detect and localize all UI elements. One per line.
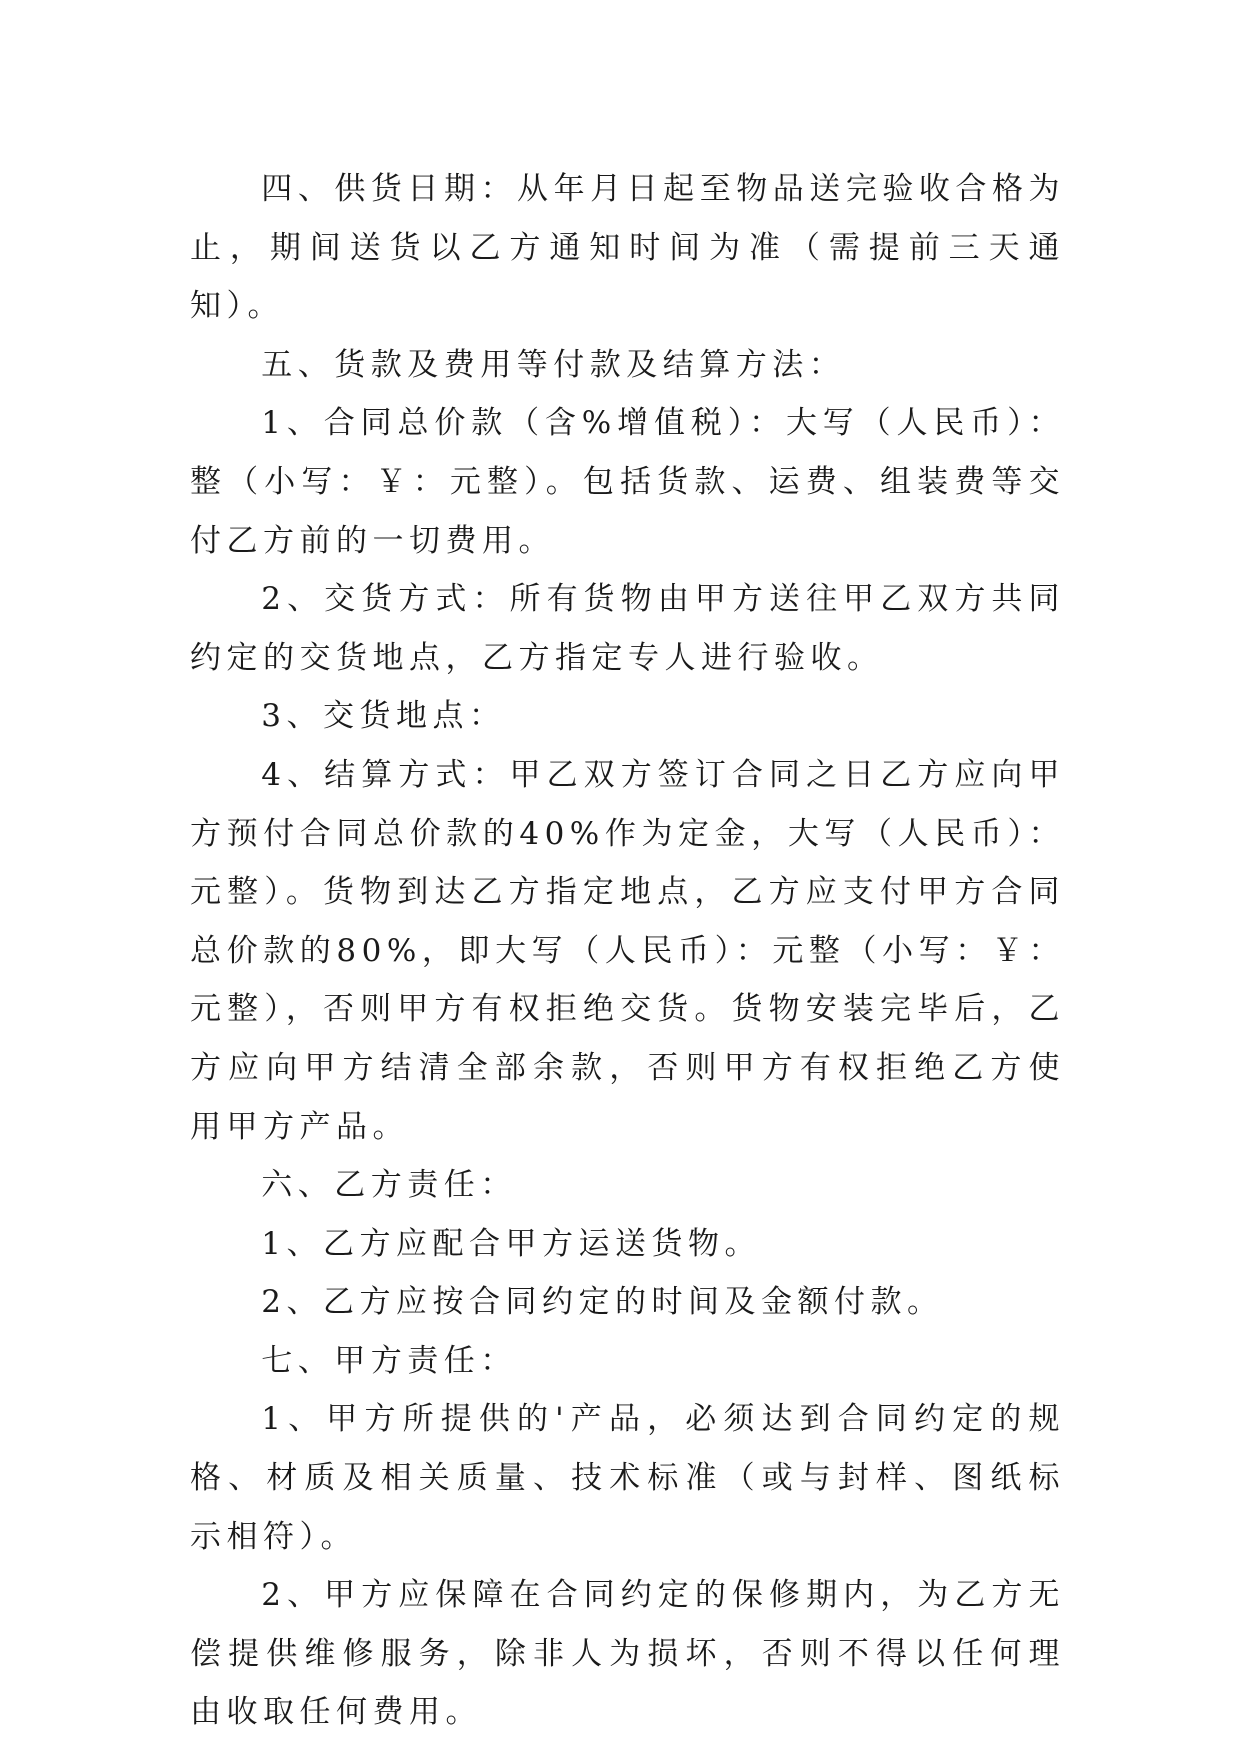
paragraph-party-b-item-1: 1、乙方应配合甲方运送货物。	[261, 1225, 762, 1262]
paragraph-supply-date: 四、供货日期：从年月日起至物品送完验收合格为止，期间送货以乙方通知时间为准（需提前三天通知）。	[190, 171, 1065, 325]
paragraph-party-b-item-2: 2、乙方应按合同约定的时间及金额付款。	[261, 1284, 944, 1321]
paragraph-party-a-item-2: 2、甲方应保障在合同约定的保修期内，为乙方无偿提供维修服务，除非人为损坏，否则不得以任何理由收取任何费用。	[190, 1577, 1065, 1731]
paragraph-delivery-method: 2、交货方式：所有货物由甲方送往甲乙双方共同约定的交货地点，乙方指定专人进行验收。	[190, 581, 1065, 676]
paragraph-total-price: 1、合同总价款（含%增值税）：大写（人民币）：整（小写：￥：元整）。包括货款、运费、组装费等交付乙方前的一切费用。	[190, 405, 1065, 559]
paragraph-party-a-heading: 七、甲方责任：	[261, 1342, 517, 1379]
paragraph-payment-heading: 五、货款及费用等付款及结算方法：	[261, 346, 846, 383]
paragraph-party-b-heading: 六、乙方责任：	[261, 1167, 517, 1204]
paragraph-delivery-location: 3、交货地点：	[261, 698, 506, 735]
paragraph-settlement-method: 4、结算方式：甲乙双方签订合同之日乙方应向甲方预付合同总价款的40%作为定金，大写（人民币）：元整）。货物到达乙方指定地点，乙方应支付甲方合同总价款的80%，即大写（人民币）：元整（小写：￥：元整），否则甲方有权拒绝交货。货物安装完毕后，乙方应向甲方结清全部余款，否则甲方有权拒绝乙方使用甲方产品。	[190, 756, 1065, 1145]
paragraph-party-a-item-1: 1、甲方所提供的'产品，必须达到合同约定的规格、材质及相关质量、技术标准（或与封样、图纸标示相符）。	[190, 1401, 1065, 1555]
document-body	[190, 160, 1065, 1742]
